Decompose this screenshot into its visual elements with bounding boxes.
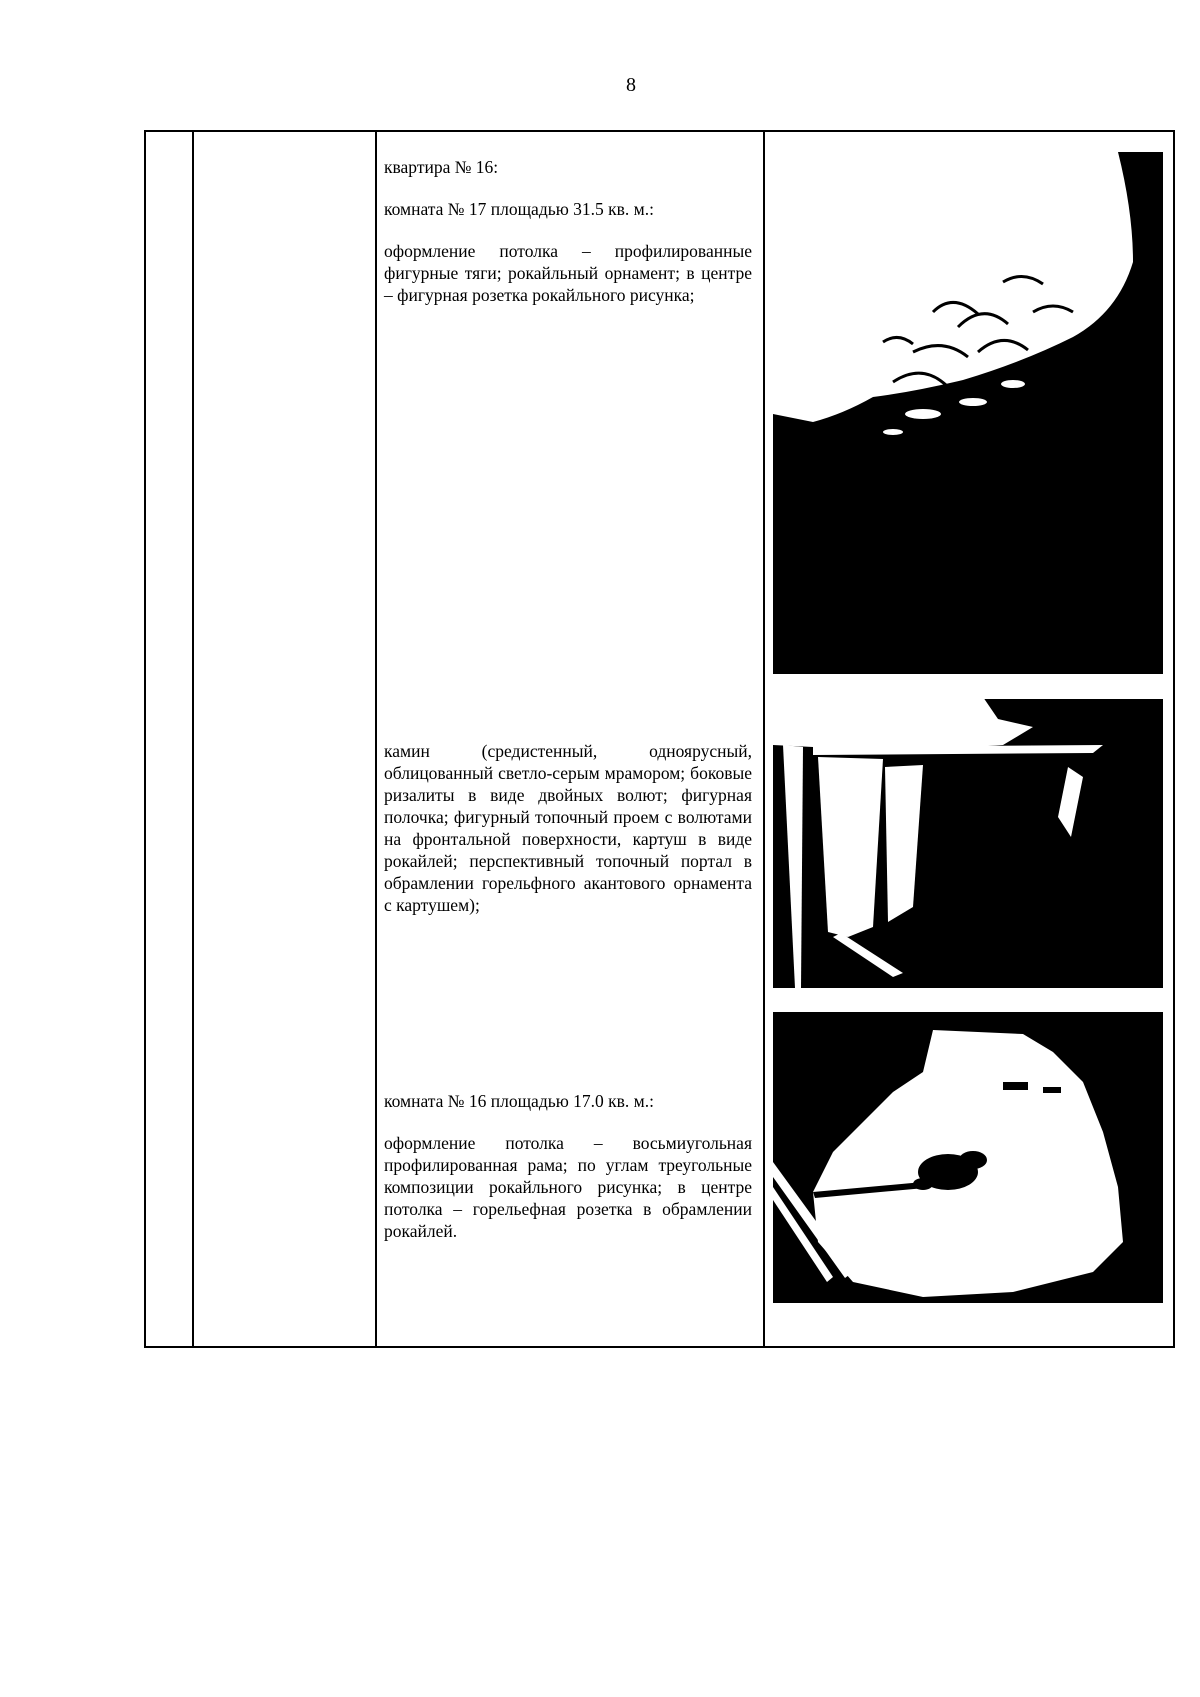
room16-text [384,1090,752,1262]
room16-heading: комната № 16 площадью 17.0 кв. м.: [384,1091,654,1111]
room17-ceiling-description: оформление потолка – профилированные фигурные тяги; рокайльный орнамент; в центре – фигурная розетка рокайльного рисунка; [384,241,752,305]
room17-heading: комната № 17 площадью 31.5 кв. м.: [384,199,654,219]
room16-ceiling-description: оформление потолка – восьмиугольная профилированная рама; по углам треугольные композиции рокайльного рисунка; в центре потолка – горельефная розетка в обрамлении рокайлей. [384,1133,752,1241]
ceiling-photo-room17 [773,152,1163,674]
room17-text [384,156,752,326]
column-divider [763,132,765,1346]
page-number: 8 [626,74,636,96]
column-divider [375,132,377,1346]
fireplace-photo [773,697,1163,988]
apartment-heading: квартира № 16: [384,157,499,177]
column-divider [192,132,194,1346]
ceiling-photo-room16 [773,1012,1163,1303]
fireplace-text [384,740,752,936]
fireplace-description: камин (средистенный, одноярусный, облицованный светло-серым мрамором; боковые ризалиты в виде двойных волют; фигурная полочка; фигурный топочный проем с волютами на фронтальной поверхности, картуш в виде рокайлей; перспективный топочный портал в обрамлении горельфного акантового орнамента с картушем); [384,741,752,915]
